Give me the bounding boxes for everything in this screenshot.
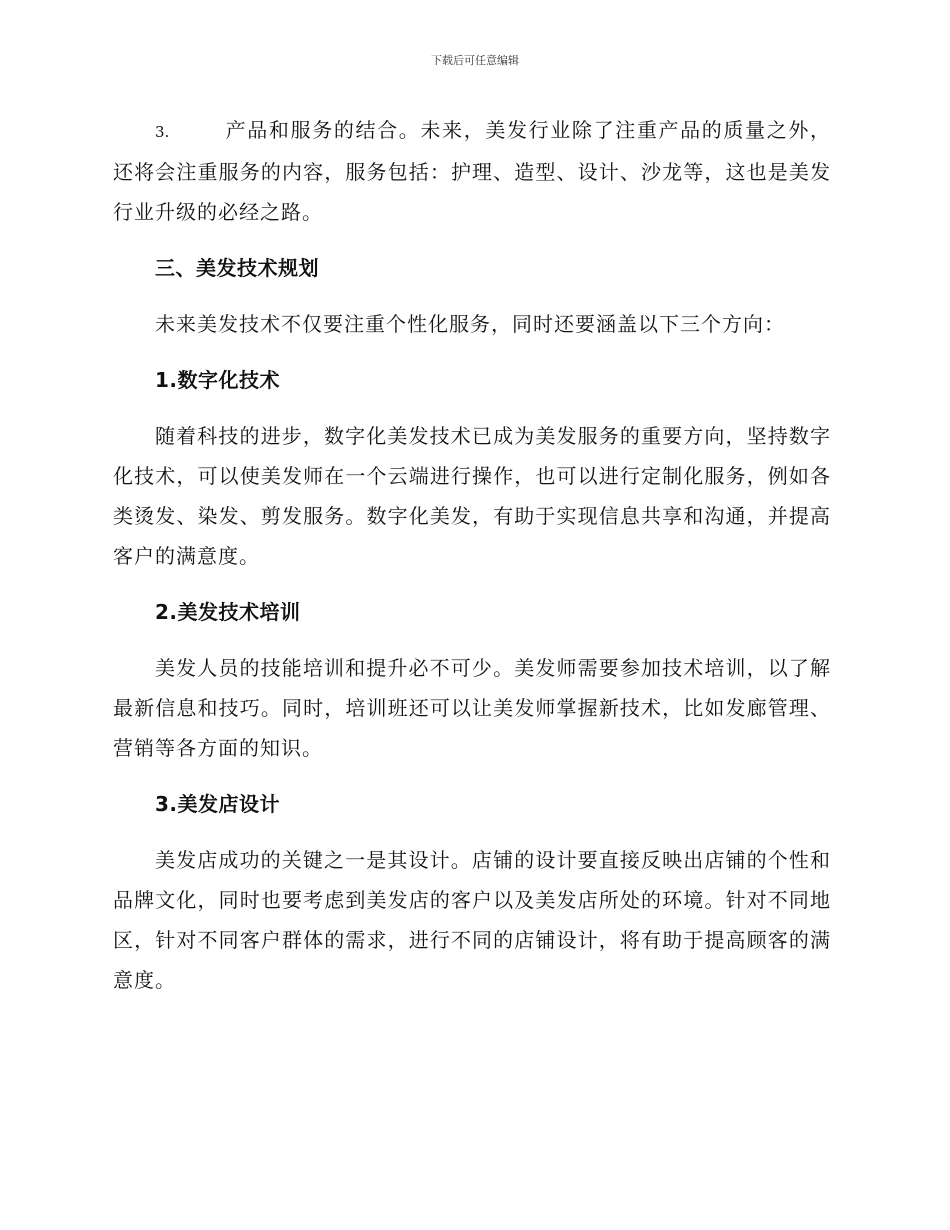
list-item-number: 3. [155, 123, 170, 141]
list-item-text: 产品和服务的结合。未来，美发行业除了注重产品的质量之外，还将会注重服务的内容，服务包括：护理、造型、设计、沙龙等，这也是美发行业升级的必经之路。 [113, 118, 831, 224]
paragraph-digital-tech: 随着科技的进步，数字化美发技术已成为美发服务的重要方向，坚持数字化技术，可以使美发师在一个云端进行操作，也可以进行定制化服务，例如各类烫发、染发、剪发服务。数字化美发，有助于实现信息共享和沟通，并提高客户的满意度。 [113, 424, 831, 568]
page-header-note: 下载后可任意编辑 [431, 54, 519, 67]
document-body [113, 110, 831, 1000]
subheading-salon-design: 3.美发店设计 [155, 792, 281, 816]
list-item-3 [113, 110, 831, 232]
section-heading: 三、美发技术规划 [155, 256, 319, 280]
paragraph-salon-design: 美发店成功的关键之一是其设计。店铺的设计要直接反映出店铺的个性和品牌文化，同时也要考虑到美发店的客户以及美发店所处的环境。针对不同地区，针对不同客户群体的需求，进行不同的店铺设计，将有助于提高顾客的满意度。 [113, 848, 831, 992]
paragraph-training: 美发人员的技能培训和提升必不可少。美发师需要参加技术培训，以了解最新信息和技巧。同时，培训班还可以让美发师掌握新技术，比如发廊管理、营销等各方面的知识。 [113, 656, 831, 760]
subheading-digital-tech: 1.数字化技术 [155, 368, 281, 392]
intro-paragraph: 未来美发技术不仅要注重个性化服务，同时还要涵盖以下三个方向： [155, 312, 785, 336]
subheading-training: 2.美发技术培训 [155, 600, 301, 624]
